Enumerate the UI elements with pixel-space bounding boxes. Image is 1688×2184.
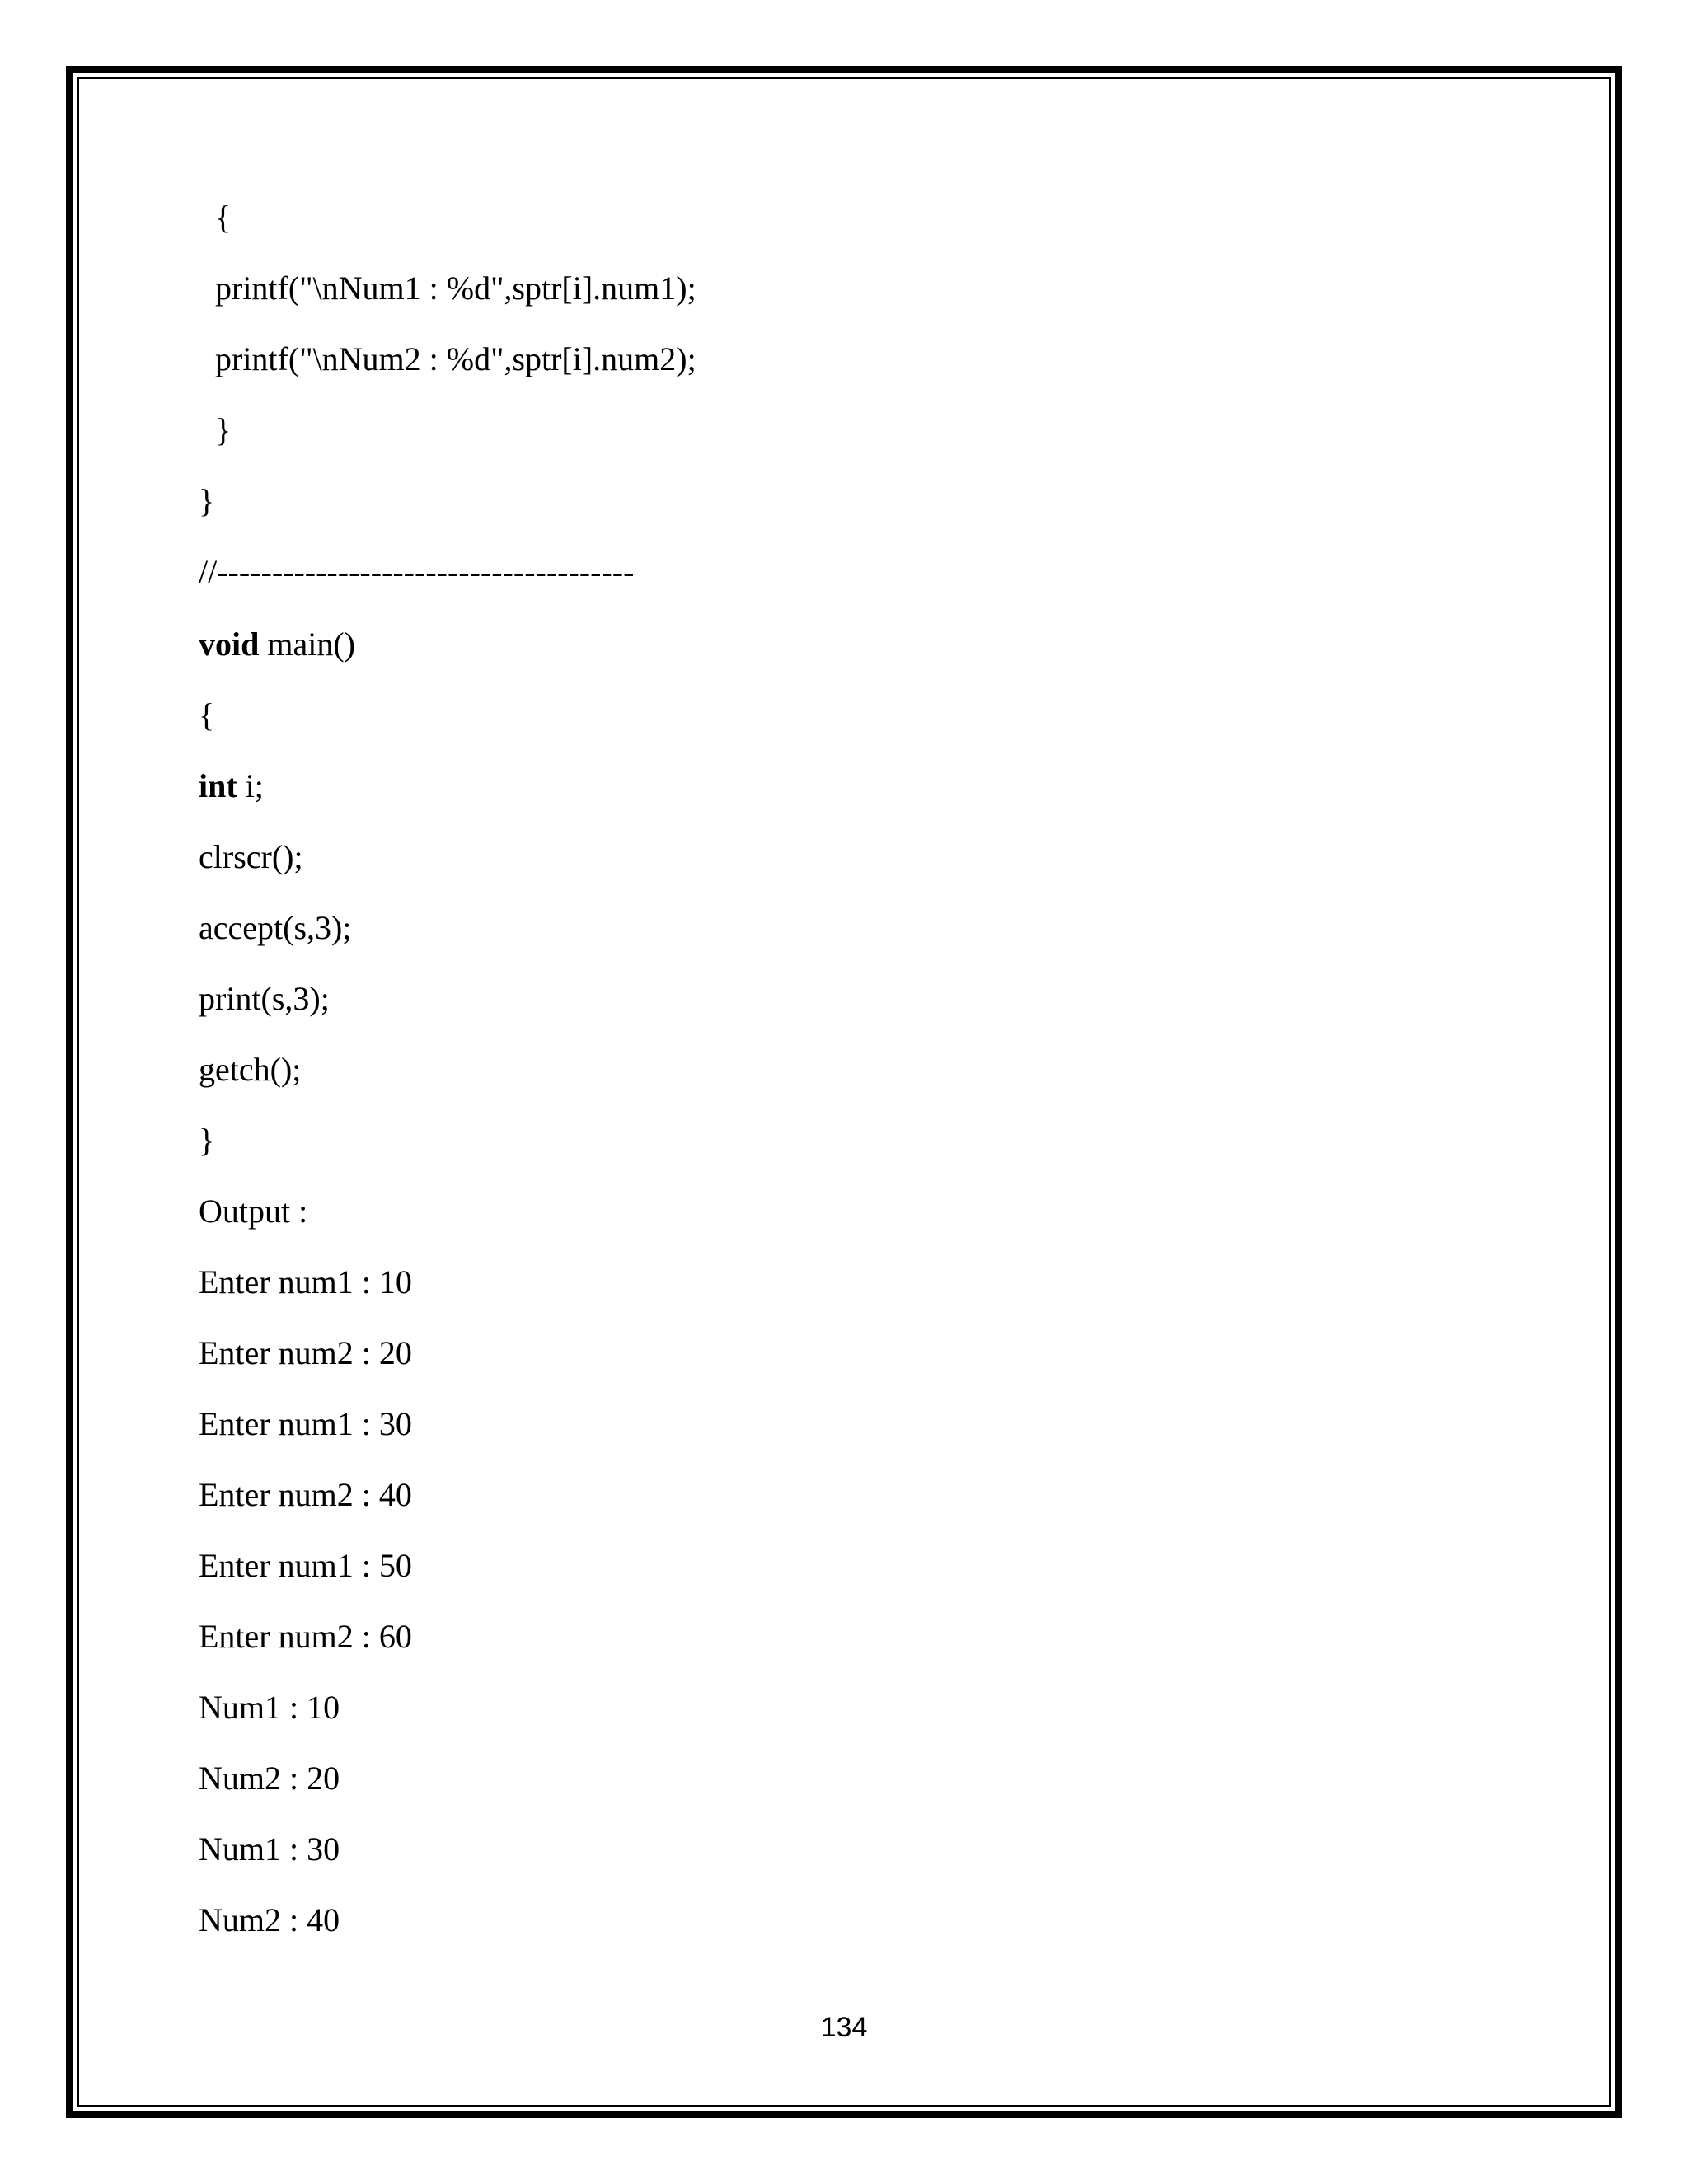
output-line: Num2 : 20: [199, 1760, 340, 1797]
code-line-close-brace-fn: }: [199, 482, 215, 519]
output-line: Enter num1 : 10: [199, 1263, 412, 1301]
main-signature: main(): [259, 626, 355, 663]
code-line-int-decl: [199, 766, 264, 806]
output-line: Enter num2 : 40: [199, 1476, 412, 1513]
code-line-printf-num2: printf("\nNum2 : %d",sptr[i].num2);: [215, 340, 696, 377]
output-line: Enter num2 : 60: [199, 1618, 412, 1655]
code-line-printf-num1: printf("\nNum1 : %d",sptr[i].num1);: [215, 269, 696, 307]
code-line-close-brace-main: }: [199, 1122, 215, 1159]
int-variable: i;: [237, 767, 264, 804]
code-line-accept: accept(s,3);: [199, 909, 352, 946]
code-line-main-decl: [199, 625, 355, 664]
code-line-separator: //--------------------------------------: [199, 553, 635, 590]
output-heading: Output :: [199, 1193, 308, 1230]
output-line: Enter num1 : 30: [199, 1405, 412, 1442]
page-number: 134: [820, 2012, 868, 2043]
code-line-open-brace-main: {: [199, 696, 215, 733]
keyword-int: int: [199, 767, 237, 804]
output-line: Num1 : 30: [199, 1830, 340, 1868]
code-line-clrscr: clrscr();: [199, 838, 303, 875]
output-line: Enter num2 : 20: [199, 1334, 412, 1371]
code-line-print: print(s,3);: [199, 980, 330, 1017]
code-line-open-brace-inner: {: [215, 199, 232, 236]
code-line-getch: getch();: [199, 1051, 302, 1088]
output-line: Num1 : 10: [199, 1689, 340, 1726]
output-line: Enter num1 : 50: [199, 1547, 412, 1584]
keyword-void: void: [199, 626, 260, 663]
output-line: Num2 : 40: [199, 1901, 340, 1938]
code-line-close-brace-inner: }: [215, 411, 232, 448]
page-border-inner: [77, 77, 1611, 2107]
